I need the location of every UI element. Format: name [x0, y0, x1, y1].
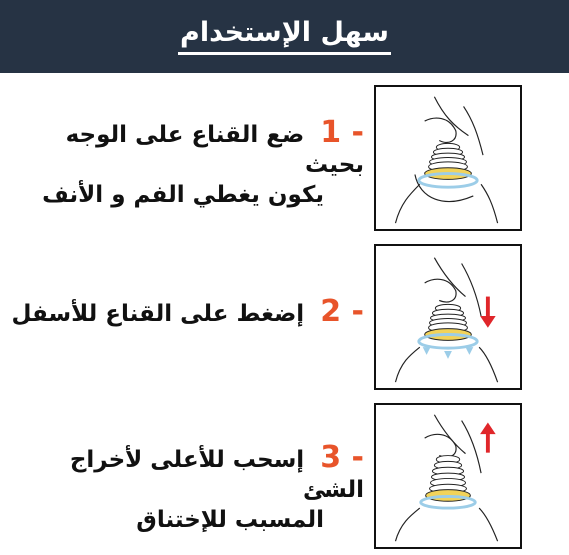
press-down-icon: [376, 246, 520, 388]
step-1-line2: يكون يغطي الفم و الأنف: [42, 182, 324, 208]
step-3-illustration: [374, 403, 522, 549]
step-2-number: 2 -: [320, 294, 364, 329]
step-3-line2: المسبب للإختناق: [136, 507, 324, 533]
page-title: [0, 16, 569, 55]
step-2-line1: إضغط على القناع للأسفل: [11, 301, 305, 327]
step-2-illustration: [374, 244, 522, 390]
step-1-text: [10, 115, 364, 210]
page-title-text: سهل الإستخدام: [178, 16, 391, 55]
step-3-line1: إسحب للأعلى لأخراج الشئ: [69, 447, 364, 503]
mask-on-face-icon: [376, 87, 520, 229]
step-3-text: [10, 440, 364, 535]
step-2-text: [10, 294, 364, 329]
step-3-number: 3 -: [320, 440, 364, 475]
step-1-illustration: [374, 85, 522, 231]
header-banner: [0, 0, 569, 73]
step-1-number: 1 -: [320, 115, 364, 150]
pull-up-icon: [376, 405, 520, 547]
step-1-line1: ضع القناع على الوجه بحيث: [65, 122, 364, 178]
